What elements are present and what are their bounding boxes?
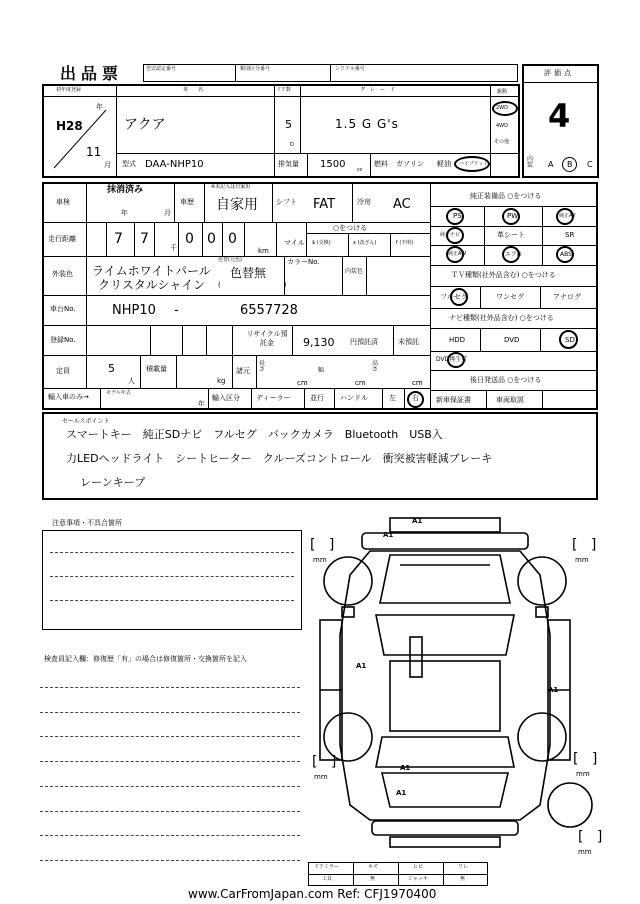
chassis-dash: - — [174, 303, 179, 318]
mileage-thousand-unit: 千 — [170, 244, 177, 252]
doors-label: ドア数 — [276, 87, 291, 93]
equip-ps-circle — [446, 208, 464, 225]
tire-bracket-rl: [ ] — [312, 754, 337, 770]
registration-label: 登録No. — [50, 336, 76, 344]
serial-label: シリアル番号 — [335, 66, 365, 72]
dvd-playable: DVD再生可 — [436, 356, 468, 363]
accessory-warranty: 新車保証書 — [436, 396, 471, 404]
tv-analog: アナログ — [553, 293, 581, 301]
steering-right-circle — [407, 391, 424, 408]
grade-value: 1.5 G G's — [335, 117, 399, 131]
mileage-digit-1: 7 — [114, 231, 123, 247]
equip-navi: 純正ナビ — [440, 232, 461, 238]
equip-navi-circle — [446, 227, 464, 244]
ac-value: AC — [393, 197, 411, 212]
inspection-month-unit: 月 — [164, 209, 171, 217]
equip-pw-circle — [502, 208, 520, 225]
first-registration-label: 初年度登録 — [56, 87, 82, 93]
color-value-1: ライムホワイトパール — [92, 264, 211, 278]
damage-mark-rear: A1 — [400, 764, 411, 772]
legend-value-2: 無 — [460, 876, 466, 882]
sales-point-line-1: スマートキー 純正SDナビ フルセグ バックカメラ Bluetooth USB入 — [66, 428, 443, 441]
recycle-alt: 未預託 — [398, 338, 419, 346]
legend-header-crack: ヒビ — [413, 864, 424, 870]
doors-unit: D — [290, 142, 294, 148]
sales-point-line-2: 力LEDヘッドライト シートヒーター クルーズコントロール 衝突被害軽減ブレーキ — [66, 452, 493, 465]
equip-aw: 純正AW — [448, 251, 467, 257]
damage-mark-front: A1 — [412, 517, 423, 525]
tv-fullseg-circle — [450, 288, 468, 306]
shift-label: シフト — [276, 198, 297, 206]
mileage-digit-2: 7 — [140, 231, 149, 247]
model-year-label: モデル年式 — [106, 390, 131, 396]
navi-hdd: HDD — [449, 336, 466, 344]
tire-mm-spare: mm — [578, 848, 592, 856]
type-approval-label: 型式認定番号 — [146, 66, 177, 72]
equip-sr: SR — [565, 231, 575, 239]
equip-ps: PS — [453, 212, 462, 220]
color-paren: ( ) — [218, 281, 287, 289]
fuel-diesel: 軽油 — [437, 160, 451, 168]
legend-header-mirror: ドアミラー — [314, 864, 339, 870]
color-value-2: クリスタルシャイン — [98, 278, 206, 292]
mileage-unit: km — [258, 247, 269, 255]
standard-equipment-title: 純正装備品 ○をつける — [470, 192, 542, 200]
damage-mark-right: A1 — [548, 686, 559, 694]
height-label: 高さ — [372, 360, 379, 373]
history-value: 自家用 — [216, 197, 258, 213]
equip-leather: 革シート — [497, 231, 525, 239]
width-label: 幅 — [318, 367, 325, 374]
caution-area — [42, 530, 302, 630]
month-value: 11 — [86, 145, 102, 159]
interior-b-circle — [562, 157, 577, 172]
inspector-label: 検査員記入欄：修復歴「有」の場合は修復箇所・交換箇所を記入 — [44, 655, 247, 663]
fuel-gasoline: ガソリン — [396, 160, 424, 168]
mileage-digit-4: 0 — [207, 231, 216, 247]
fuel-hybrid: ハイブリッド — [459, 161, 489, 167]
tv-title: ＴＶ種類(社外品含む) ○をつける — [451, 271, 556, 279]
import-type-parallel: 並行 — [310, 394, 324, 402]
form-title: 出品票 — [60, 64, 124, 83]
navi-sd: SD — [565, 336, 575, 344]
equip-av: 純正AV — [559, 213, 576, 219]
damage-mark-rear-bumper: A1 — [396, 789, 407, 797]
equip-airbag: エアB — [505, 251, 522, 258]
car-name-label: 車 名 — [183, 87, 204, 93]
model-value: DAA-NHP10 — [145, 159, 204, 170]
displacement-value: 1500 — [320, 159, 346, 170]
mileage-label: 走行距離 — [48, 235, 76, 243]
rating-value: 4 — [548, 97, 571, 135]
navi-title: ナビ種類(社外品含む) ○をつける — [449, 314, 554, 322]
drive-other: その他 — [494, 139, 510, 145]
classification-label: 類別区分番号 — [240, 66, 271, 72]
mile-options-header: ○をつける — [333, 224, 368, 232]
steering-right: 右 — [412, 394, 419, 402]
recycle-value: 9,130 — [303, 336, 335, 349]
interior-color-label: 内装色 — [345, 268, 364, 275]
accessories-title: 後日発送品 ○をつける — [470, 376, 542, 384]
damage-mark-left: A1 — [356, 662, 367, 670]
navi-dvd: DVD — [504, 336, 520, 344]
navi-sd-circle — [559, 330, 578, 349]
tire-mm-rl: mm — [314, 773, 328, 781]
tv-oneseg: ワンセグ — [496, 293, 524, 301]
load-label: 積載量 — [146, 365, 167, 373]
doors-value: 5 — [285, 118, 292, 131]
inspection-year-unit: 年 — [121, 209, 128, 217]
drive-label: 駆動 — [497, 89, 508, 95]
dvd-playable-circle — [447, 352, 465, 368]
length-label: 長さ — [259, 360, 266, 373]
import-type-label: 輸入区分 — [212, 394, 240, 402]
history-label: 車歴 — [180, 198, 194, 206]
equip-av-circle — [556, 208, 574, 225]
repaint-value: 色替無 — [230, 266, 267, 280]
equip-airbag-circle — [502, 246, 520, 263]
mile-option-unknown: f (不明) — [396, 240, 414, 246]
capacity-unit: 人 — [128, 377, 135, 385]
repaint-label: 色替(元色) — [218, 257, 242, 263]
drive-2wd: 2WD — [496, 105, 508, 111]
chassis-label: 車台No. — [50, 305, 76, 313]
legend-value-jack: ジャッキ — [408, 876, 428, 882]
rating-label: 評価点 — [544, 69, 574, 77]
capacity-label: 定員 — [56, 367, 70, 375]
model-label: 型式 — [122, 160, 136, 168]
fuel-hybrid-circle — [454, 156, 490, 172]
tire-bracket-fl: [ ] — [310, 537, 335, 553]
damage-mark-front-bumper: A1 — [383, 531, 394, 539]
drive-4wd: 4WD — [496, 123, 508, 129]
color-label: 外装色 — [52, 270, 73, 278]
caution-label: 注意事項・不具合箇所 — [52, 519, 122, 527]
watermark: www.CarFromJapan.com Ref: CFJ1970400 — [188, 887, 437, 901]
tire-mm-rr: mm — [576, 770, 590, 778]
drive-2wd-circle — [492, 101, 518, 116]
mileage-digit-3: 0 — [185, 231, 194, 247]
era-year: H28 — [56, 119, 83, 133]
accessory-manual: 車両取説 — [496, 396, 524, 404]
equip-pw: PW — [507, 212, 519, 220]
month-unit: 月 — [104, 161, 111, 169]
fuel-label: 燃料 — [374, 160, 388, 168]
chassis-prefix: NHP10 — [112, 303, 156, 318]
interior-b: B — [567, 160, 573, 169]
interior-c: C — [587, 160, 593, 169]
width-unit: cm — [355, 379, 366, 387]
legend-header-scratch: キズ — [368, 864, 378, 870]
mile-option-exchange: $ (交換) — [312, 240, 331, 246]
import-type-dealer: ディーラー — [256, 394, 291, 402]
import-label: 輸入車のみ→ — [48, 393, 89, 401]
mile-option-tampered: x (改ざん) — [353, 240, 377, 246]
shift-value: FAT — [313, 197, 336, 212]
length-unit: cm — [297, 379, 308, 387]
legend-value-tools: 工具 — [322, 876, 333, 882]
inspection-label: 車検 — [56, 198, 70, 206]
interior-a: A — [548, 160, 554, 169]
steering-left: 左 — [389, 394, 396, 402]
sales-points-label: セールスポイント — [62, 418, 110, 425]
dimensions-label: 諸元 — [236, 367, 250, 375]
inspection-value: 抹消済み — [107, 185, 144, 195]
sales-point-line-3: レーンキープ — [80, 476, 146, 489]
displacement-unit: cc — [357, 167, 363, 173]
grade-label: グ レ ー ド — [360, 87, 396, 93]
recycle-unit: 円預託済 — [350, 338, 378, 346]
tv-fullseg: フルセグ — [440, 293, 468, 301]
equip-abs: ABS — [560, 251, 572, 258]
chassis-number: 6557728 — [240, 303, 298, 318]
color-no-label: カラーNo. — [287, 258, 320, 266]
tire-mm-fr: mm — [575, 556, 589, 564]
equip-aw-circle — [446, 246, 467, 263]
capacity-value: 5 — [108, 362, 115, 375]
ac-label: 冷房 — [357, 198, 371, 206]
interior-label: 内装 — [527, 156, 534, 169]
tire-mm-fl: mm — [313, 556, 327, 564]
model-year-unit: 年 — [198, 400, 205, 408]
history-note: ※未記入は自家用 — [211, 184, 251, 190]
tire-bracket-rr: [ ] — [573, 751, 598, 767]
recycle-label: リサイクル預託金 — [246, 330, 288, 347]
equip-abs-circle — [556, 246, 574, 263]
car-name: アクア — [124, 117, 166, 133]
mile-label: マイル — [284, 239, 305, 247]
tire-bracket-spare: [ ] — [578, 829, 603, 845]
car-condition-diagram — [310, 515, 610, 855]
tire-bracket-fr: [ ] — [572, 537, 597, 553]
steering-label: ハンドル — [340, 394, 368, 402]
mileage-digit-5: 0 — [228, 231, 237, 247]
legend-header-break: ワレ — [458, 864, 469, 870]
displacement-label: 排気量 — [278, 160, 299, 168]
load-unit: kg — [217, 377, 226, 385]
year-unit: 年 — [96, 103, 103, 111]
legend-value-1: 無 — [370, 876, 376, 882]
height-unit: cm — [412, 379, 423, 387]
